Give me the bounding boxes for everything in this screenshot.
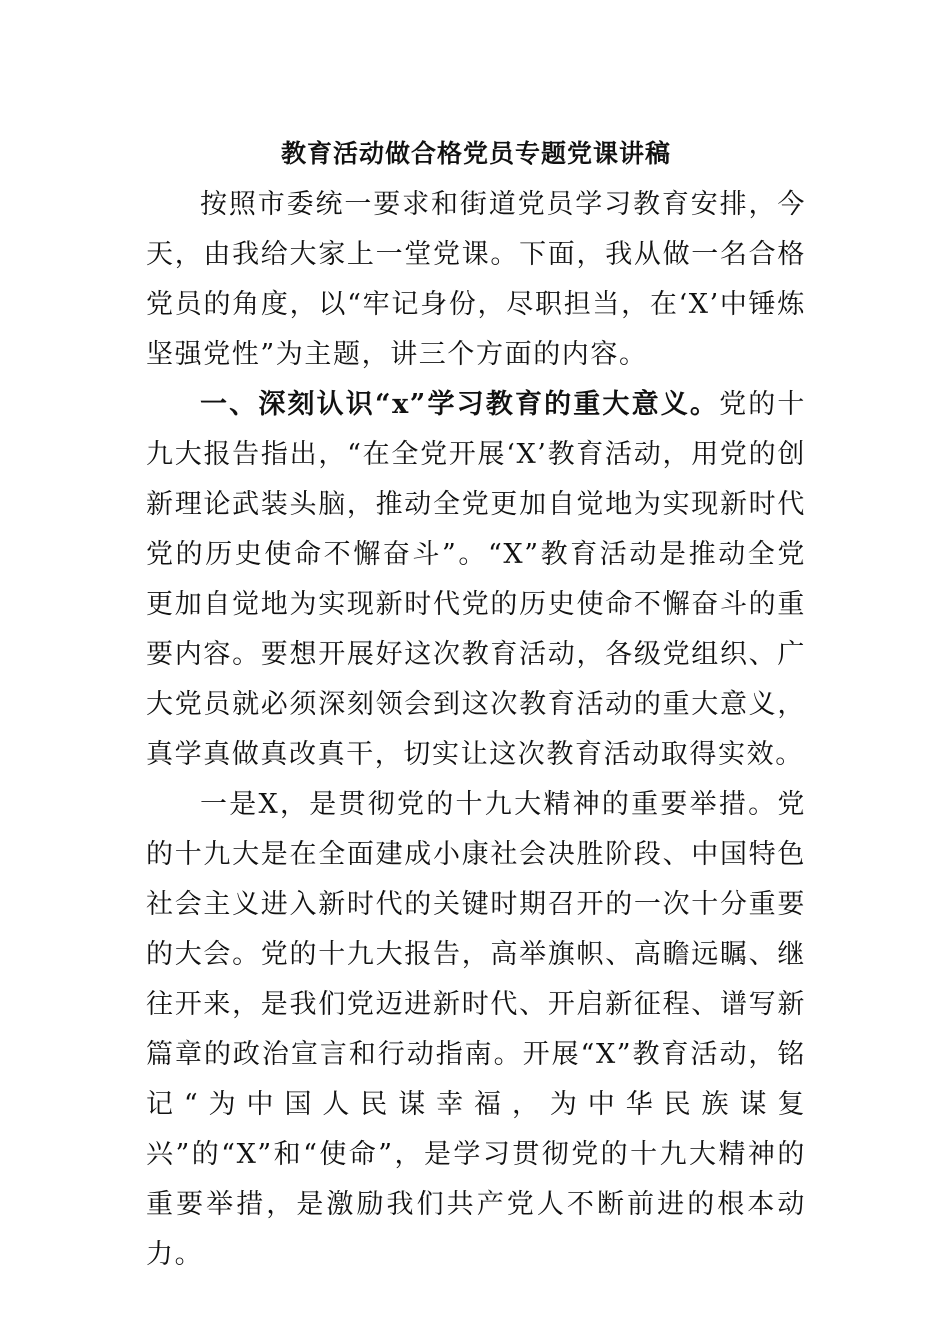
paragraph-text: 党的十九大报告指出，“在全党开展‘X’教育活动，用党的创新理论武装头脑，推动全党更加自觉地为实现新时代党的历史使命不懈奋斗”。“X”教育活动是推动全党更加自觉地为实现新时代党的历史使命不懈奋斗的重要内容。要想开展好这次教育活动，各级党组织、广大党员就必须深刻领会到这次教育活动的重大意义，真学真做真改真干，切实让这次教育活动取得实效。 (146, 389, 806, 770)
paragraph-section-one (146, 380, 806, 780)
paragraph-intro (146, 180, 806, 380)
paragraph-text: 按照市委统一要求和街道党员学习教育安排，今天，由我给大家上一堂党课。下面，我从做一名合格党员的角度，以“牢记身份，尽职担当，在‘X’中锤炼坚强党性”为主题，讲三个方面的内容。 (146, 189, 806, 370)
document-title: 教育活动做合格党员专题党课讲稿 (280, 139, 671, 168)
section-heading: 一、深刻认识“x”学习教育的重大意义。 (200, 389, 720, 420)
paragraph-text: 一是X，是贯彻党的十九大精神的重要举措。党的十九大是在全面建成小康社会决胜阶段、中国特色社会主义进入新时代的关键时期召开的一次十分重要的大会。党的十九大报告，高举旗帜、高瞻远瞩、继往开来，是我们党迈进新时代、开启新征程、谱写新篇章的政治宣言和行动指南。开展“X”教育活动，铭记“为中国人民谋幸福，为中华民族谋复兴”的“X”和“使命”，是学习贯彻党的十九大精神的重要举措，是激励我们共产党人不断前进的根本动力。 (146, 789, 806, 1270)
document-page (146, 128, 806, 1280)
paragraph-point-one (146, 780, 806, 1280)
